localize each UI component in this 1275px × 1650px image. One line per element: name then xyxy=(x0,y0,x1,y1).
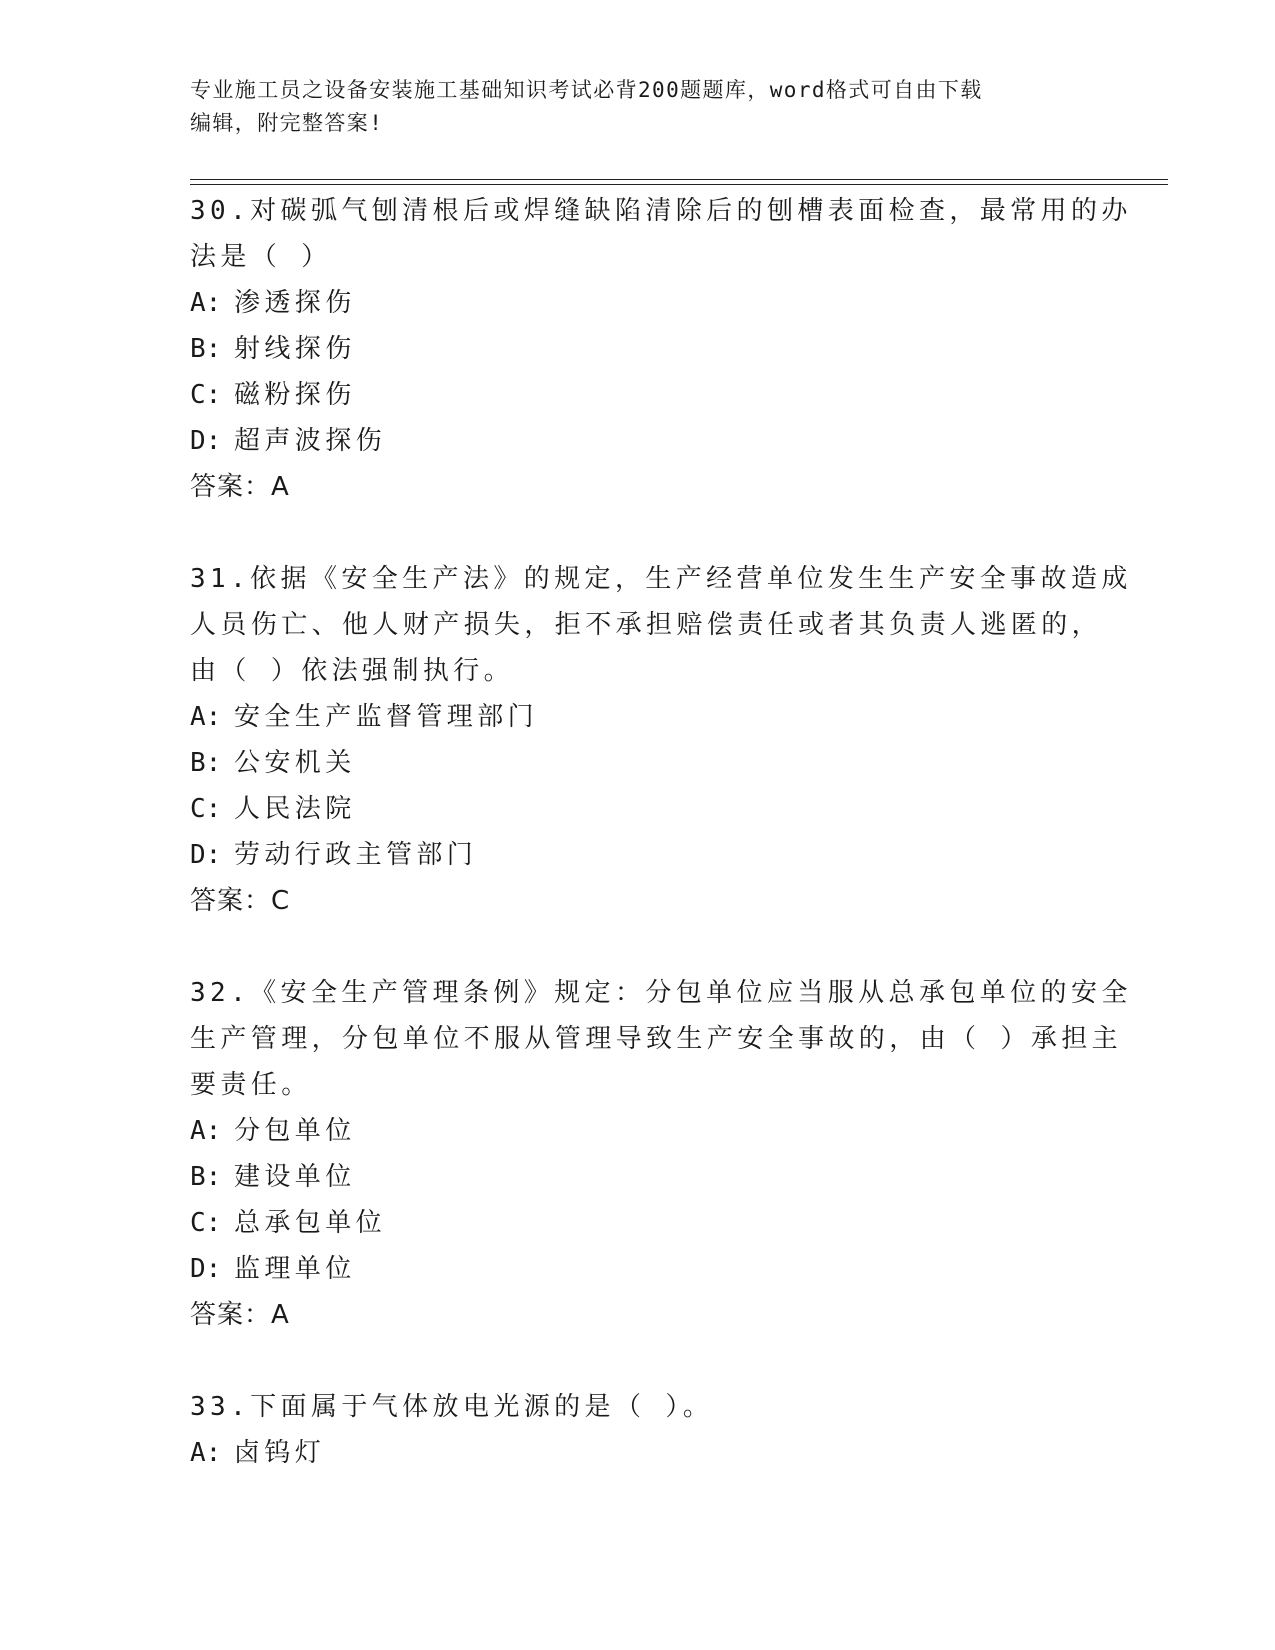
question-text: 法是（ ） xyxy=(190,242,332,272)
option-a xyxy=(190,1430,1090,1476)
option-text: 渗透探伤 xyxy=(234,288,356,318)
option-text: 安全生产监督管理部门 xyxy=(234,702,539,732)
header-divider-bottom xyxy=(190,184,1168,185)
option-letter: C: xyxy=(190,1208,222,1238)
option-text: 分包单位 xyxy=(234,1116,356,1146)
option-c xyxy=(190,372,1090,418)
option-d xyxy=(190,1246,1090,1292)
question-item xyxy=(190,188,1132,510)
answer-line: 答案：A xyxy=(190,472,290,502)
option-text: 监理单位 xyxy=(234,1254,356,1284)
option-c xyxy=(190,1200,1090,1246)
option-text: 卤钨灯 xyxy=(234,1438,326,1468)
option-letter: A: xyxy=(190,1116,222,1146)
option-b xyxy=(190,1154,1090,1200)
option-text: 建设单位 xyxy=(234,1162,356,1192)
option-text: 公安机关 xyxy=(234,748,356,778)
option-b xyxy=(190,740,1090,786)
option-text: 人民法院 xyxy=(234,794,356,824)
option-text: 磁粉探伤 xyxy=(234,380,356,410)
header-line: 编辑，附完整答案! xyxy=(190,111,384,135)
option-text: 射线探伤 xyxy=(234,334,356,364)
question-text: 人员伤亡、他人财产损失，拒不承担赔偿责任或者其负责人逃匿的， xyxy=(190,610,1103,640)
question-text: 要责任。 xyxy=(190,1070,312,1100)
question-item xyxy=(190,556,1132,924)
option-text: 总承包单位 xyxy=(234,1208,387,1238)
document-header xyxy=(190,74,1090,140)
question-item xyxy=(190,970,1132,1338)
option-letter: A: xyxy=(190,702,222,732)
option-c xyxy=(190,786,1090,832)
option-letter: D: xyxy=(190,426,222,456)
option-letter: A: xyxy=(190,288,222,318)
option-letter: B: xyxy=(190,334,222,364)
option-text: 劳动行政主管部门 xyxy=(234,840,478,870)
option-d xyxy=(190,418,1090,464)
option-a xyxy=(190,694,1090,740)
question-text: 30.对碳弧气刨清根后或焊缝缺陷清除后的刨槽表面检查，最常用的办 xyxy=(190,196,1132,226)
option-a xyxy=(190,1108,1090,1154)
option-d xyxy=(190,832,1090,878)
option-letter: C: xyxy=(190,794,222,824)
option-letter: D: xyxy=(190,840,222,870)
option-a xyxy=(190,280,1090,326)
question-text: 31.依据《安全生产法》的规定，生产经营单位发生生产安全事故造成 xyxy=(190,564,1132,594)
header-line: 专业施工员之设备安装施工基础知识考试必背200题题库，word格式可自由下载 xyxy=(190,78,983,102)
header-divider-top xyxy=(190,179,1168,180)
question-text: 由（ ）依法强制执行。 xyxy=(190,656,515,686)
option-letter: B: xyxy=(190,748,222,778)
question-item xyxy=(190,1384,1090,1476)
option-letter: D: xyxy=(190,1254,222,1284)
answer-line: 答案：A xyxy=(190,1300,290,1330)
option-text: 超声波探伤 xyxy=(234,426,387,456)
question-text: 生产管理，分包单位不服从管理导致生产安全事故的，由（ ）承担主 xyxy=(190,1024,1123,1054)
question-text: 33.下面属于气体放电光源的是（ ）。 xyxy=(190,1392,714,1422)
question-list xyxy=(190,188,1132,1522)
option-letter: A: xyxy=(190,1438,222,1468)
question-text: 32.《安全生产管理条例》规定：分包单位应当服从总承包单位的安全 xyxy=(190,978,1132,1008)
option-letter: C: xyxy=(190,380,222,410)
option-letter: B: xyxy=(190,1162,222,1192)
answer-line: 答案：C xyxy=(190,886,291,916)
option-b xyxy=(190,326,1090,372)
